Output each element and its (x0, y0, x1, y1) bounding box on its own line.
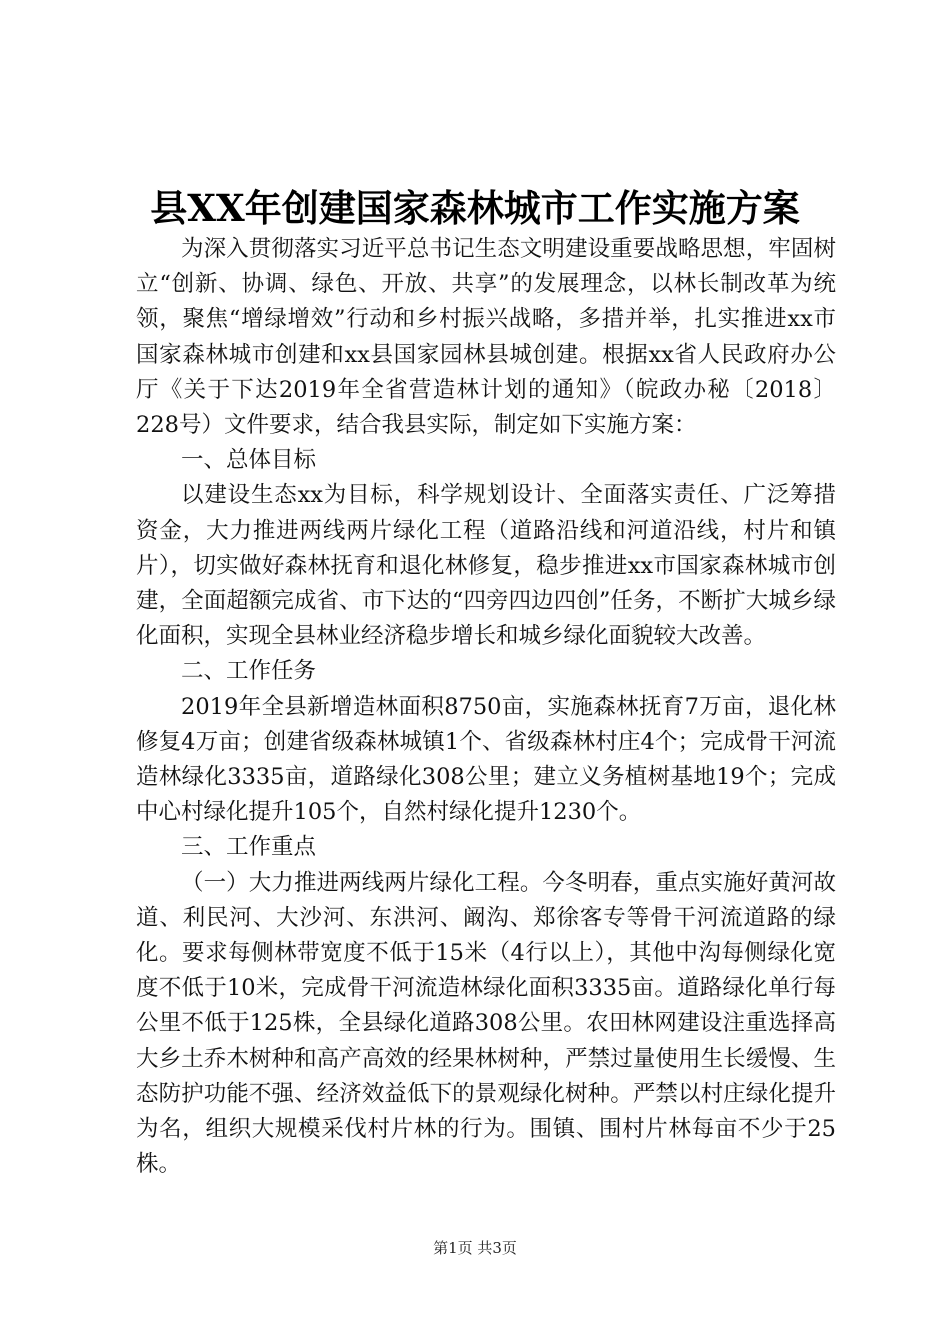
section-heading-work-tasks: 二、工作任务 (181, 658, 317, 685)
work-focus-paragraph: （一）大力推进两线两片绿化工程。今冬明春，重点实施好黄河故道、利民河、大沙河、东洪河、阚沟、郑徐客专等骨干河流道路的绿化。要求每侧林带宽度不低于15米（4行以上），其他中沟每侧绿化宽度不低于10米，完成骨干河流造林绿化面积3335亩。道路绿化单行每公里不低于125株，全县绿化道路308公里。农田林网建设注重选择高大乡土乔木树种和高产高效的经果林树种，严禁过量使用生长缓慢、生态防护功能不强、经济效益低下的景观绿化树种。严禁以村庄绿化提升为名，组织大规模采伐村片林的行为。围镇、围村片林每亩不少于25株。 (136, 869, 836, 1178)
section-heading-work-focus: 三、工作重点 (181, 834, 317, 861)
intro-paragraph: 为深入贯彻落实习近平总书记生态文明建设重要战略思想，牢固树立“创新、协调、绿色、开放、共享”的发展理念，以林长制改革为统领，聚焦“增绿增效”行动和乡村振兴战略，多措并举，扎实推进xx市国家森林城市创建和xx县国家园林县城创建。根据xx省人民政府办公厅《关于下达2019年全省营造林计划的通知》（皖政办秘〔2018〕228号）文件要求，结合我县实际，制定如下实施方案： (136, 236, 836, 439)
document-body (136, 232, 836, 1182)
section-heading-overall-goal: 一、总体目标 (181, 447, 317, 474)
overall-goal-paragraph: 以建设生态xx为目标，科学规划设计、全面落实责任、广泛筹措资金，大力推进两线两片绿化工程（道路沿线和河道沿线，村片和镇片），切实做好森林抚育和退化林修复，稳步推进xx市国家森林城市创建，全面超额完成省、市下达的“四旁四边四创”任务，不断扩大城乡绿化面积，实现全县林业经济稳步增长和城乡绿化面貌较大改善。 (136, 482, 836, 650)
document-title: 县XX年创建国家森林城市工作实施方案 (150, 186, 800, 230)
page-footer: 第1页 共3页 (433, 1239, 517, 1257)
work-tasks-paragraph: 2019年全县新增造林面积8750亩，实施森林抚育7万亩，退化林修复4万亩；创建省级森林城镇1个、省级森林村庄4个；完成骨干河流造林绿化3335亩，道路绿化308公里；建立义务植树基地19个；完成中心村绿化提升105个，自然村绿化提升1230个。 (136, 693, 836, 826)
